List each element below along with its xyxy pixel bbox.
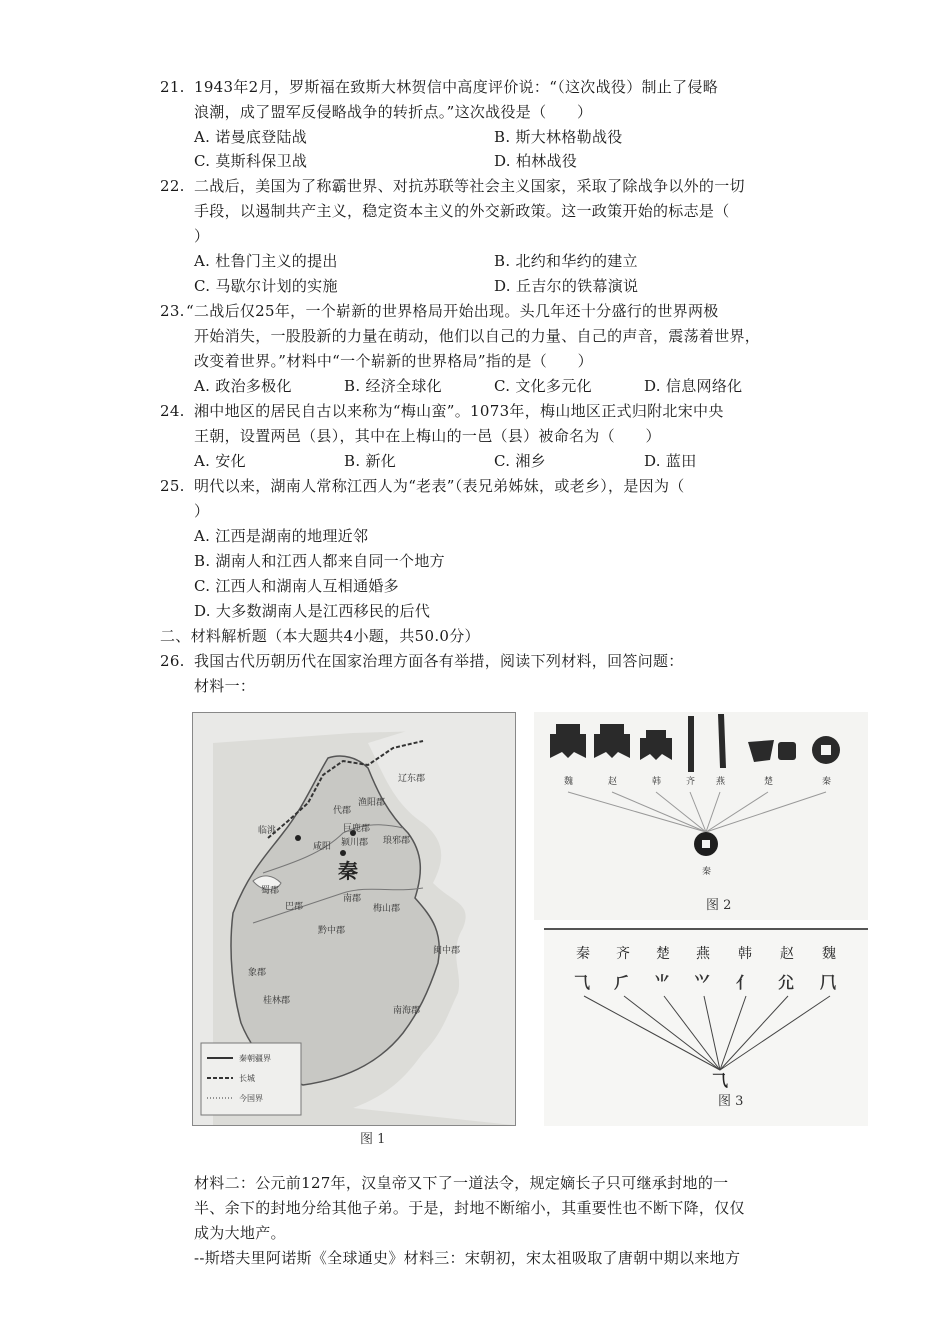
legend-item-wall: 长城: [239, 1074, 255, 1083]
q23-option-a[interactable]: A. 政治多极化: [194, 377, 292, 395]
q22-stem-line2: 手段，以遏制共产主义，稳定资本主义的外交新政策。这一政策开始的标志是（: [194, 202, 730, 220]
q21-option-a[interactable]: A. 诺曼底登陆战: [194, 128, 308, 146]
map-label-minzhong: 闽中郡: [433, 946, 461, 956]
q21-option-d[interactable]: D. 柏林战役: [494, 152, 578, 170]
svg-text:⺄: ⺄: [574, 973, 591, 992]
map-label-liaodong: 辽东郡: [398, 774, 426, 784]
q24-number: 24.: [160, 402, 185, 420]
unified-script-glyph: ⺄: [712, 1071, 729, 1090]
q26-stem: 我国古代历朝历代在国家治理方面各有举措，阅读下列材料，回答问题：: [194, 652, 684, 670]
svg-text:⺅: ⺅: [736, 973, 753, 992]
currency-unification-figure: [534, 712, 868, 920]
q24-stem-line2: 王朝，设置两邑（县），其中在上梅山的一邑（县）被命名为（ ）: [194, 427, 661, 445]
script-state-yan: 燕: [696, 946, 710, 962]
qin-dynasty-map: [192, 712, 516, 1126]
q23-stem-line3: 改变着世界。”材料中“一个崭新的世界格局”指的是（ ）: [194, 352, 593, 370]
knife-coin-yan-icon: [718, 714, 726, 768]
figure-2-caption: 图 2: [706, 898, 732, 913]
q23-stem-line2: 开始消失，一股股新的力量在萌动，他们以自己的力量、自己的声音，震荡着世界，: [194, 327, 761, 345]
q24-option-a[interactable]: A. 安化: [194, 452, 246, 470]
coin-label-han: 韩: [652, 777, 662, 787]
q21-stem-line1: 1943年2月，罗斯福在致斯大林贺信中高度评价说：“（这次战役）制止了侵略: [194, 78, 718, 96]
material-1-label: 材料一：: [194, 677, 256, 695]
map-title-label: 秦: [338, 859, 358, 883]
gold-plate-chu-icon: [778, 742, 796, 760]
q22-option-c[interactable]: C. 马歇尔计划的实施: [194, 277, 338, 295]
q25-number: 25.: [160, 477, 185, 495]
material-2-source-line: --斯塔夫里阿诺斯《全球通史》材料三：宋朝初，宋太祖吸取了唐朝中期以来地方: [194, 1249, 741, 1267]
svg-text:⺍: ⺍: [694, 973, 711, 992]
figure-3-caption: 图 3: [718, 1094, 744, 1109]
script-unification-figure: [544, 928, 868, 1126]
svg-text:⺌: ⺌: [654, 973, 671, 992]
svg-text:⺏: ⺏: [778, 973, 795, 992]
svg-text:⺁: ⺁: [614, 973, 631, 992]
material-2-line2: 半、余下的封地分给其他子弟。于是，封地不断缩小，其重要性也不断下降，仅仅: [194, 1199, 745, 1217]
figure-1-caption: 图 1: [360, 1132, 386, 1147]
q22-option-d[interactable]: D. 丘吉尔的铁幕演说: [494, 277, 639, 295]
map-label-qianzhong: 黔中郡: [318, 926, 346, 936]
q23-option-c[interactable]: C. 文化多元化: [494, 377, 592, 395]
q24-option-b[interactable]: B. 新化: [344, 452, 397, 470]
coin-label-qi: 齐: [686, 777, 696, 787]
map-label-meishan: 梅山郡: [373, 904, 401, 914]
q21-number: 21.: [160, 78, 185, 96]
map-label-lintao: 临洮: [258, 826, 277, 836]
map-label-nan: 南郡: [343, 894, 362, 904]
script-state-han: 韩: [738, 946, 752, 962]
q23-option-d[interactable]: D. 信息网络化: [644, 377, 743, 395]
map-label-guilin: 桂林郡: [263, 996, 291, 1006]
script-state-zhao: 赵: [780, 946, 794, 962]
q24-option-c[interactable]: C. 湘乡: [494, 452, 546, 470]
q25-option-d[interactable]: D. 大多数湖南人是江西移民的后代: [194, 602, 431, 620]
material-2-line1: 材料二：公元前127年，汉皇帝又下了一道法令，规定嫡长子只可继承封地的一: [194, 1174, 729, 1192]
svg-text:⺇: ⺇: [820, 973, 837, 992]
coin-label-qin: 秦: [822, 777, 832, 787]
script-state-wei: 魏: [822, 946, 836, 962]
q22-number: 22.: [160, 177, 185, 195]
map-label-julu: 巨鹿郡: [343, 824, 371, 834]
map-label-shu: 蜀郡: [261, 886, 280, 896]
map-label-yuyang: 渔阳郡: [358, 798, 386, 808]
q25-option-c[interactable]: C. 江西人和湖南人互相通婚多: [194, 577, 399, 595]
material-2-line3: 成为大地产。: [194, 1224, 286, 1242]
knife-coin-qi-icon: [688, 716, 694, 772]
q22-stem-line3: ）: [194, 227, 210, 245]
spade-coin-wei-icon: [550, 724, 586, 758]
map-drawing: [193, 713, 515, 1125]
q22-option-b[interactable]: B. 北约和华约的建立: [494, 252, 638, 270]
coin-label-zhao: 赵: [608, 777, 618, 787]
script-state-qin: 秦: [576, 946, 590, 962]
q25-stem-line2: ）: [194, 502, 210, 520]
q24-option-d[interactable]: D. 蓝田: [644, 452, 697, 470]
q23-stem-line1: “二战后仅25年，一个崭新的世界格局开始出现。头几年还十分盛行的世界两极: [186, 302, 719, 320]
q21-option-b[interactable]: B. 斯大林格勒战役: [494, 128, 623, 146]
q26-number: 26.: [160, 652, 185, 670]
q25-option-b[interactable]: B. 湖南人和江西人都来自同一个地方: [194, 552, 445, 570]
q22-option-a[interactable]: A. 杜鲁门主义的提出: [194, 252, 338, 270]
map-label-nanhai: 南海郡: [393, 1006, 421, 1016]
coin-label-yan: 燕: [716, 777, 726, 787]
map-label-xianyang: 咸阳: [313, 842, 332, 852]
q23-option-b[interactable]: B. 经济全球化: [344, 377, 442, 395]
q24-stem-line1: 湘中地区的居民自古以来称为“梅山蛮”。1073年，梅山地区正式归附北宋中央: [194, 402, 724, 420]
map-label-yingchuan: 颍川郡: [341, 838, 369, 848]
script-state-qi: 齐: [616, 946, 630, 962]
q21-option-c[interactable]: C. 莫斯科保卫战: [194, 152, 308, 170]
spade-coin-zhao-icon: [594, 724, 630, 758]
coin-label-wei: 魏: [564, 777, 574, 787]
q25-option-a[interactable]: A. 江西是湖南的地理近邻: [194, 527, 369, 545]
section-2-heading: 二、材料解析题（本大题共4小题，共50.0分）: [160, 627, 480, 645]
map-label-dai: 代郡: [333, 806, 352, 816]
legend-item-border: 秦朝疆界: [239, 1054, 271, 1063]
coin-icons: [550, 714, 840, 772]
script-state-chu: 楚: [656, 946, 670, 962]
map-label-langya: 琅邪郡: [383, 836, 411, 846]
ancient-script-glyphs: [574, 973, 836, 992]
q22-stem-line1: 二战后，美国为了称霸世界、对抗苏联等社会主义国家，采取了除战争以外的一切: [194, 177, 745, 195]
q25-stem-line1: 明代以来，湖南人常称江西人为“老表”（表兄弟姊妹，或老乡），是因为（: [194, 477, 685, 495]
q23-number: 23.: [160, 302, 185, 320]
spade-coin-han-icon: [640, 730, 672, 760]
unified-coin-label: 秦: [702, 867, 712, 877]
coin-label-chu: 楚: [764, 777, 774, 787]
map-label-ba: 巴郡: [285, 902, 304, 912]
map-label-xiang: 象郡: [248, 968, 267, 978]
material-1-figure: [192, 712, 868, 1152]
ant-nose-coin-chu-icon: [748, 740, 774, 762]
legend-item-modern-border: 今国界: [239, 1094, 263, 1103]
q21-stem-line2: 浪潮，成了盟军反侵略战争的转折点。”这次战役是（ ）: [194, 103, 593, 121]
